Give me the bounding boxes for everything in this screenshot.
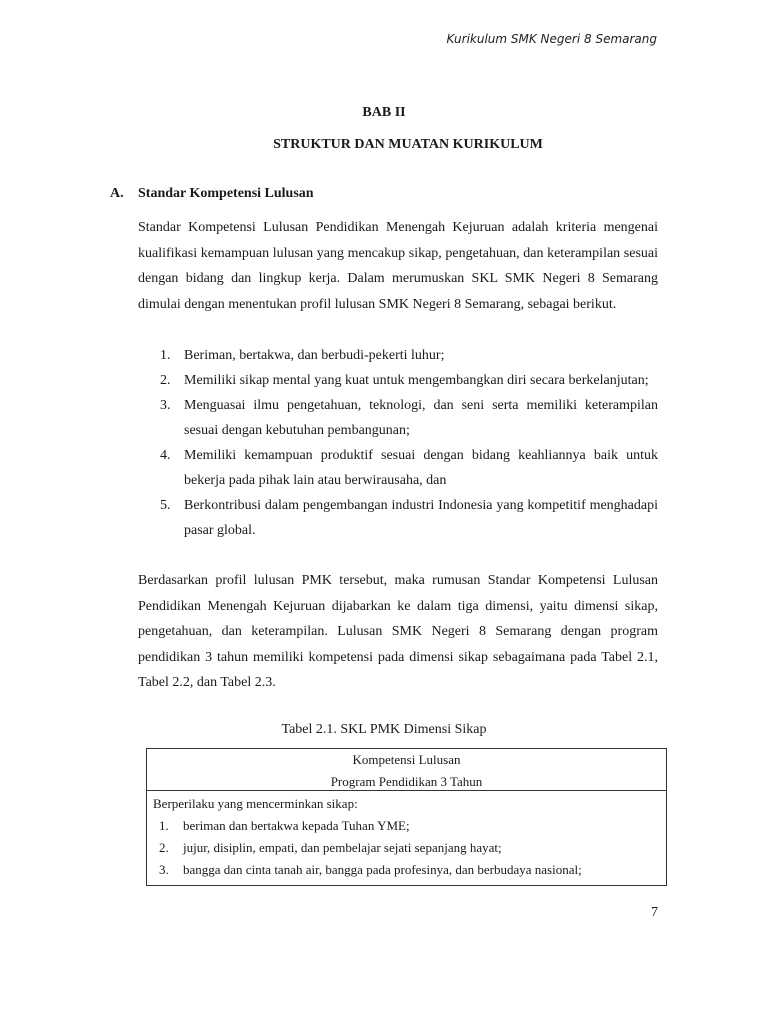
table-header-line2: Program Pendidikan 3 Tahun: [330, 774, 483, 789]
table-row: 2. jujur, disiplin, empati, dan pembelajar sejati sepanjang hayat;: [159, 840, 502, 855]
list-item: 2. Memiliki sikap mental yang kuat untuk mengembangkan diri secara berkelanjutan;: [160, 373, 649, 388]
table-lead: Berperilaku yang mencerminkan sikap:: [153, 796, 358, 811]
list-item: 3. Menguasai ilmu pengetahuan, teknologi, dan seni serta memiliki keterampilan sesuai dengan kebutuhan pembangunan;: [160, 398, 658, 438]
table-list: [153, 815, 666, 881]
table-row: 3. bangga dan cinta tanah air, bangga pada profesinya, dan berbudaya nasional;: [159, 862, 582, 877]
table-caption: Tabel 2.1. SKL PMK Dimensi Sikap: [281, 722, 487, 737]
chapter-subtitle: STRUKTUR DAN MUATAN KURIKULUM: [273, 137, 543, 152]
section-letter: A.: [110, 186, 124, 201]
profile-list: [160, 343, 658, 543]
list-item: 1. Beriman, bertakwa, dan berbudi-pekerti luhur;: [160, 348, 445, 363]
table-row: 1. beriman dan bertakwa kepada Tuhan YME;: [159, 818, 410, 833]
section-heading: [110, 186, 314, 202]
closing-paragraph: Berdasarkan profil lulusan PMK tersebut, maka rumusan Standar Kompetensi Lulusan Pendidikan Menengah Kejuruan dijabarkan ke dalam tiga dimensi, yaitu dimensi sikap, pengetahuan, dan keterampilan. Lulusan SMK Negeri 8 Semarang dengan program pendidikan 3 tahun memiliki kompetensi pada dimensi sikap sebagaimana pada Tabel 2.1, Tabel 2.2, dan Tabel 2.3.: [138, 573, 658, 690]
chapter-title: BAB II: [362, 105, 406, 120]
running-header: Kurikulum SMK Negeri 8 Semarang: [446, 32, 657, 46]
intro-paragraph: Standar Kompetensi Lulusan Pendidikan Menengah Kejuruan adalah kriteria mengenai kualifikasi kemampuan lulusan yang mencakup sikap, pengetahuan, dan keterampilan sesuai dengan bidang dan lingkup kerja. Dalam merumuskan SKL SMK Negeri 8 Semarang dimulai dengan menentukan profil lulusan SMK Negeri 8 Semarang, sebagai berikut.: [138, 220, 658, 312]
section-title: Standar Kompetensi Lulusan: [138, 186, 314, 201]
table-header-line1: Kompetensi Lulusan: [352, 752, 461, 767]
list-item: 5. Berkontribusi dalam pengembangan industri Indonesia yang kompetitif menghadapi pasar global.: [160, 498, 658, 538]
skl-table: [146, 748, 667, 886]
page-number: 7: [651, 905, 658, 920]
list-item: 4. Memiliki kemampuan produktif sesuai dengan bidang keahliannya baik untuk bekerja pada pihak lain atau berwirausaha, dan: [160, 448, 658, 488]
table-body: [147, 791, 666, 881]
table-header: [147, 749, 666, 791]
